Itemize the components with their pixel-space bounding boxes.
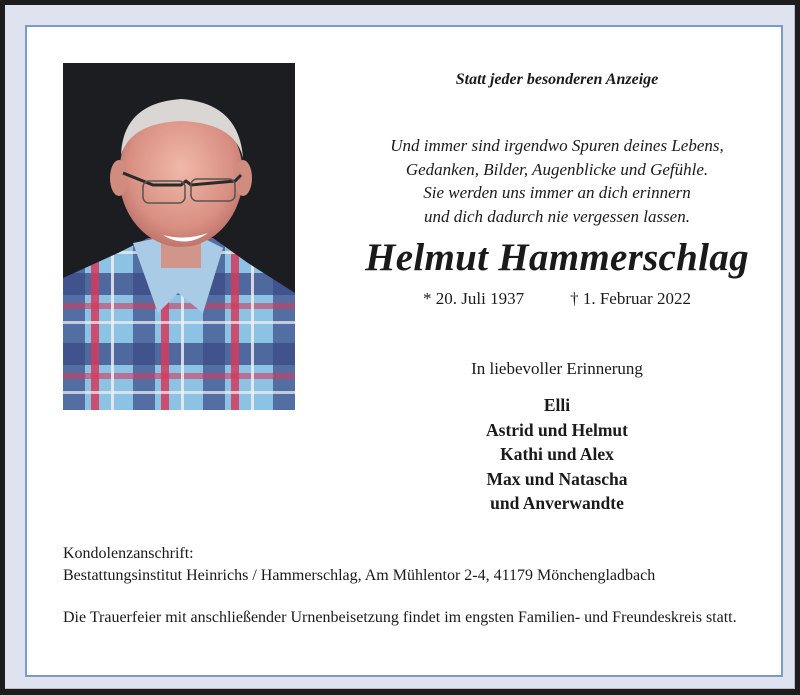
death-date: † 1. Februar 2022 <box>570 289 691 308</box>
poem-line: Sie werden uns immer an dich erinnern <box>423 183 691 202</box>
mourner: Max und Natascha <box>486 468 628 489</box>
condolence-block <box>63 543 747 587</box>
mourners-list <box>347 393 767 516</box>
mourner: Elli <box>543 395 571 415</box>
memory-line: In liebevoller Erinnerung <box>471 359 643 378</box>
ceremony-text: Die Trauerfeier mit anschließender Urnenbeisetzung findet im engsten Familien- und Freundeskreis statt. <box>63 609 737 626</box>
poem-line: Gedanken, Bilder, Augenblicke und Gefühle. <box>405 159 709 179</box>
outer-frame <box>5 5 795 689</box>
mourner: und Anverwandte <box>490 493 624 513</box>
mourner: Astrid und Helmut <box>486 419 628 440</box>
poem-line: Und immer sind irgendwo Spuren deines Lebens, <box>390 136 724 155</box>
portrait-photo <box>63 63 295 410</box>
mourner: Kathi und Alex <box>500 444 614 464</box>
notice-heading: Statt jeder besonderen Anzeige <box>455 71 659 88</box>
memorial-poem <box>347 134 767 228</box>
obituary-card <box>25 25 783 677</box>
deceased-name: Helmut Hammerschlag <box>365 236 749 279</box>
life-dates <box>347 289 767 309</box>
condolence-address: Bestattungsinstitut Heinrichs / Hammerschlag, Am Mühlentor 2-4, 41179 Mönchengladbach <box>63 567 656 584</box>
portrait-image <box>63 63 295 410</box>
birth-date: * 20. Juli 1937 <box>423 289 525 308</box>
poem-line: und dich dadurch nie vergessen lassen. <box>424 206 690 226</box>
condolence-label: Kondolenzanschrift: <box>63 545 194 562</box>
